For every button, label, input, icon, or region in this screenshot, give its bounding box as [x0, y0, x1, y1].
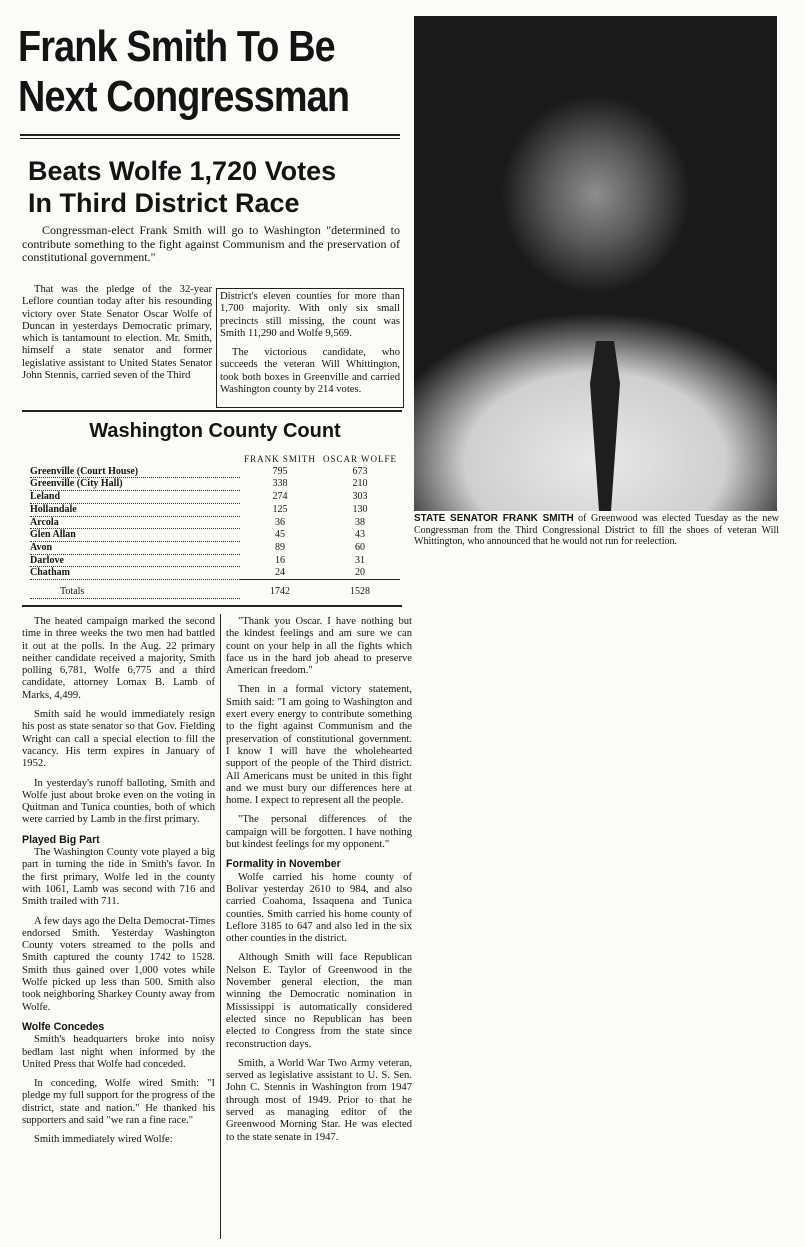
- county-count-table: [30, 454, 400, 599]
- smith-votes: 24: [275, 567, 285, 579]
- intro-right-column: [220, 291, 400, 405]
- wolfe-votes: 43: [355, 529, 365, 541]
- precinct-name: Avon: [30, 541, 240, 554]
- sub-headline: [28, 155, 398, 219]
- subhead-line-1: Beats Wolfe 1,720 Votes: [28, 156, 337, 186]
- totals-label: Totals: [30, 580, 240, 599]
- precinct-name: Chatham: [30, 567, 240, 580]
- article-paragraph: "The personal differences of the campaign will be forgotten. I have nothing but kindest feelings for my opponent.": [226, 814, 412, 851]
- table-row: [30, 491, 400, 504]
- wolfe-votes: 60: [355, 541, 365, 553]
- subheading: Formality in November: [226, 858, 341, 871]
- article-paragraph: Smith immediately wired Wolfe:: [34, 1134, 173, 1146]
- table-row: [30, 503, 400, 516]
- headline-rule-thin: [20, 138, 400, 139]
- intro-left-text: That was the pledge of the 32-year Leflore countian today after his resounding victory over State Senator Oscar Wolfe of Duncan in yesterdays Democratic primary, which is tantamount to election. Mr. Smith, himself a state senator and former legislative assistant to United States Senator John Stennis, carried seven of the Third: [22, 284, 212, 382]
- smith-votes: 36: [275, 516, 285, 528]
- headline-line-2: Next Congressman: [18, 72, 350, 121]
- precinct-name: Greenville (Court House): [30, 466, 240, 478]
- precinct-name: Greenville (City Hall): [30, 478, 240, 491]
- wolfe-votes: 673: [352, 465, 368, 477]
- article-paragraph: In conceding, Wolfe wired Smith: "I pledge my full support for the progress of the district, state and nation." He thanked his supporters and said "we ran a fine race.": [22, 1078, 215, 1126]
- totals-wolfe: 1528: [320, 580, 400, 599]
- photo-caption: [414, 513, 779, 548]
- wolfe-votes: 31: [355, 554, 365, 566]
- article-paragraph: The Washington County vote played a big part in turning the tide in Smith's favor. In the first primary, Wolfe led in the county with 1061, Lamb was second with 716 and Smith trailed with 711.: [22, 847, 215, 908]
- article-paragraph: Then in a formal victory statement, Smith said: "I am going to Washington and exert every energy to contribute something to the fight against Communism and the preservation of constitutional government. I know I will have the wholehearted support of the people of the Third district. All Americans must be united in this fight and we must bury our differences here at home. I expect to represent all the people.: [226, 684, 412, 807]
- article-paragraph: Smith's headquarters broke into noisy bedlam last night when informed by the United Press that Wolfe had conceded.: [22, 1034, 215, 1070]
- table-row: [30, 541, 400, 554]
- wolfe-votes: 303: [352, 491, 368, 503]
- precinct-name: Glen Allan: [30, 529, 240, 542]
- county-count-title: Washington County Count: [89, 420, 341, 442]
- smith-votes: 16: [275, 554, 285, 566]
- necktie-shape: [590, 341, 620, 511]
- intro-left-column: [22, 284, 212, 404]
- smith-votes: 89: [275, 541, 285, 553]
- wolfe-votes: 38: [355, 516, 365, 528]
- table-row: [30, 478, 400, 491]
- article-paragraph: A few days ago the Delta Democrat-Times endorsed Smith. Yesterday Washington County voters streamed to the polls and Smith captured the county 1742 to 1528. Smith thus gained over 1,000 votes while Wolfe picked up less than 500. Smith also took neighboring Sharkey County away from Wolfe.: [22, 915, 215, 1013]
- col-header-wolfe: OSCAR WOLFE: [322, 454, 398, 464]
- headline-rule: [20, 134, 400, 136]
- portrait-photo: [414, 16, 777, 511]
- caption-text: of Greenwood was elected Tuesday as the new Congressman from the Third Congressional District to fill the shoes of veteran Will Whittington, who announced that he would not run for reelection.: [414, 513, 779, 548]
- article-paragraph: Smith, a World War Two Army veteran, served as legislative assistant to U. S. Sen. John C. Stennis in Washington from 1947 through most of 1949. Prior to that he served as managing editor of the Greenwood Morning Star. He was elected to the state senate in 1947.: [226, 1057, 412, 1143]
- smith-votes: 45: [275, 529, 285, 541]
- precinct-name: Hollandale: [30, 503, 240, 516]
- article-paragraph: Wolfe carried his home county of Bolivar yesterday 2610 to 984, and also carried Coahoma, Issaquena and Tunica counties. Smith carried his home county of Leflore 3185 to 647 and also led in the six other counties in the district.: [226, 871, 412, 945]
- intro-right-text-1: District's eleven counties for more than 1,700 majority. With only six small precincts still missing, the count was Smith 11,290 and Wolfe 9,569.: [220, 291, 400, 339]
- table-bottom-rule: [22, 605, 402, 607]
- body-left-column: [22, 616, 215, 1238]
- precinct-name: Arcola: [30, 516, 240, 529]
- article-paragraph: The heated campaign marked the second time in three weeks the two men had battled it out at the polls. In the Aug. 22 primary neither candidate received a majority, Smith polling 6,781, Wolfe 6,775 and a third candidate, attorney Lomax B. Lamb of Marks, 4,499.: [22, 616, 215, 701]
- body-right-column: [226, 616, 412, 1238]
- smith-votes: 125: [272, 503, 288, 515]
- table-row: [30, 516, 400, 529]
- precinct-name: Leland: [30, 491, 240, 504]
- table-header-row: [30, 454, 400, 466]
- table-row: [30, 567, 400, 580]
- precinct-name: Darlove: [30, 554, 240, 567]
- subheading: Wolfe Concedes: [22, 1020, 105, 1033]
- table-row: [30, 554, 400, 567]
- column-divider: [220, 614, 221, 1239]
- subhead-line-2: In Third District Race: [28, 188, 300, 218]
- table-row: [30, 529, 400, 542]
- intro-right-text-2: The victorious candidate, who succeeds the veteran Will Whittington, took both boxes in Greenville and carried Washington county by 214 votes.: [220, 347, 400, 396]
- article-paragraph: Smith said he would immediately resign his post as state senator so that Gov. Fielding Wright can call a special election to fill the vacancy. His term expires in January of 1952.: [22, 709, 215, 770]
- col-header-smith: FRANK SMITH: [244, 454, 316, 464]
- wolfe-votes: 210: [352, 478, 368, 490]
- section-rule: [22, 410, 402, 412]
- article-paragraph: In yesterday's runoff balloting, Smith and Wolfe just about broke even on the voting in Quitman and Tunica counties, both of which were carried by Lamb in the first primary.: [22, 777, 215, 826]
- lede-paragraph: Congressman-elect Frank Smith will go to Washington "determined to contribute something to the fight against Communism and the preservation of constitutional government.": [22, 223, 400, 264]
- wolfe-votes: 20: [355, 567, 365, 579]
- article-paragraph: Although Smith will face Republican Nelson E. Taylor of Greenwood in the November general election, the man winning the Democratic nomination in Mississippi is automatically considered elected since no Republican has been elected to Congress from the state since reconstruction days.: [226, 952, 412, 1050]
- subheading: Played Big Part: [22, 833, 100, 846]
- smith-votes: 795: [272, 465, 288, 477]
- wolfe-votes: 130: [352, 503, 368, 515]
- table-row: [30, 466, 400, 478]
- totals-row: [30, 580, 400, 599]
- main-headline: [18, 22, 350, 122]
- smith-votes: 274: [272, 491, 288, 503]
- totals-smith: 1742: [240, 580, 320, 599]
- caption-lead: STATE SENATOR FRANK SMITH: [414, 513, 574, 524]
- headline-line-1: Frank Smith To Be: [18, 22, 335, 71]
- article-paragraph: "Thank you Oscar. I have nothing but the kindest feelings and am sure we can count on your help in all the fights which face us in the hard job ahead to preserve American freedom.": [226, 616, 412, 677]
- smith-votes: 338: [272, 478, 288, 490]
